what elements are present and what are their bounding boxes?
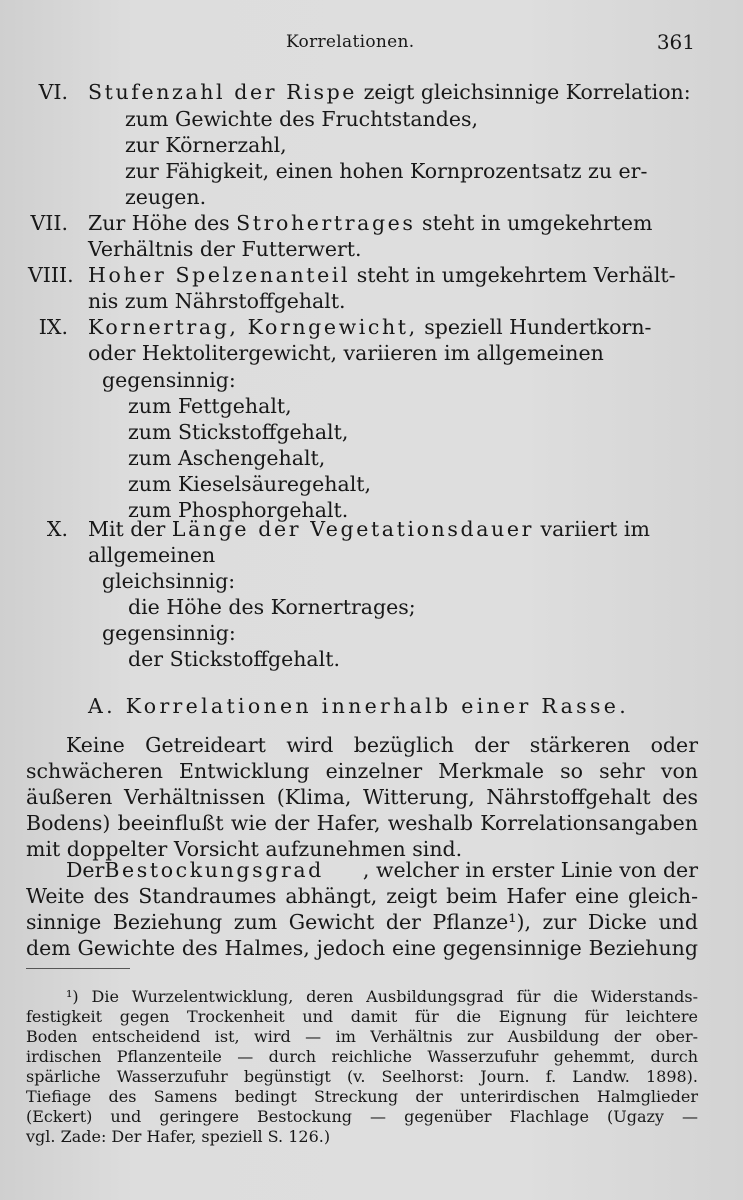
list-line: zum Gewichte des Fruchtstandes, xyxy=(125,107,479,131)
item-heading xyxy=(88,211,652,235)
list-line: die Höhe des Kornertrages; xyxy=(128,595,416,619)
item-number: VIII. xyxy=(28,263,74,287)
heading-text: Mit der xyxy=(88,517,172,541)
list-label: gleichsinnig: xyxy=(102,569,236,593)
page-header xyxy=(0,32,743,56)
item-number: IX. xyxy=(38,315,68,339)
paragraph-text: Der xyxy=(66,858,105,882)
paragraph-line: sinnige Beziehung zum Gewicht der Pflanze¹), zur Dicke und xyxy=(26,910,698,934)
footnote-line: (Eckert) und geringere Bestockung — gegenüber Flachlage (Ugazy — xyxy=(26,1107,698,1126)
item-heading xyxy=(88,315,651,339)
list-line: zum Stickstoffgehalt, xyxy=(128,420,349,444)
list-line: zum Fettgehalt, xyxy=(128,394,292,418)
footnote-line: ¹) Die Wurzelentwicklung, deren Ausbildungsgrad für die Widerstands- xyxy=(66,987,698,1006)
heading-text: variiert im xyxy=(533,517,650,541)
list-line: zur Fähigkeit, einen hohen Kornprozentsatz zu er- xyxy=(125,159,648,183)
item-number: VII. xyxy=(30,211,68,235)
item-heading xyxy=(88,517,650,541)
footnote-line: spärliche Wasserzufuhr begünstigt (v. Seelhorst: Journ. f. Landw. 1898). xyxy=(26,1067,698,1086)
paragraph-line: äußeren Verhältnissen (Klima, Witterung, Nährstoffgehalt des xyxy=(26,785,698,809)
spaced-term: Kornertrag, Korngewicht, xyxy=(88,315,418,339)
spaced-term: Länge der Vegetationsdauer xyxy=(171,517,534,541)
spaced-term: Stufenzahl der Rispe xyxy=(88,80,358,104)
body-line: nis zum Nährstoffgehalt. xyxy=(88,289,346,313)
paragraph-line: Bodens) beeinflußt wie der Hafer, weshalb Korrelationsangaben xyxy=(26,811,698,835)
paragraph-line: Keine Getreideart wird bezüglich der stärkeren oder xyxy=(66,733,698,757)
body-line: oder Hektolitergewicht, variieren im allgemeinen xyxy=(88,341,604,365)
heading-text: speziell Hundertkorn- xyxy=(417,315,652,339)
spaced-term: Strohertrages xyxy=(236,211,416,235)
paragraph-text: , welcher in erster Linie von der xyxy=(362,858,698,882)
item-heading xyxy=(88,263,676,287)
paragraph-line xyxy=(66,858,698,882)
list-line: zum Phosphorgehalt. xyxy=(128,498,349,522)
item-number: X. xyxy=(46,517,68,541)
section-heading: A. Korrelationen innerhalb einer Rasse. xyxy=(88,694,630,718)
footnote-line: festigkeit gegen Trockenheit und damit für die Eignung für leichtere xyxy=(26,1007,698,1026)
spaced-term: Bestockungsgrad xyxy=(104,858,324,882)
list-label: gegensinnig: xyxy=(102,621,236,645)
body-line: Verhältnis der Futterwert. xyxy=(88,237,362,261)
list-line: zum Kieselsäuregehalt, xyxy=(128,472,372,496)
heading-text: Zur Höhe des xyxy=(88,211,237,235)
item-heading xyxy=(88,80,691,104)
paragraph-line: schwächeren Entwicklung einzelner Merkmale so sehr von xyxy=(26,759,698,783)
page-number: 361 xyxy=(656,30,695,54)
footnote-line: vgl. Zade: Der Hafer, speziell S. 126.) xyxy=(26,1127,331,1146)
body-line: allgemeinen xyxy=(88,543,216,567)
footnote-rule xyxy=(26,968,130,969)
footnote-line: Boden entscheidend ist, wird — im Verhältnis zur Ausbildung der ober- xyxy=(26,1027,698,1046)
footnote-line: Tiefiage des Samens bedingt Streckung der unterirdischen Halmglieder xyxy=(26,1087,698,1106)
list-line: zum Aschengehalt, xyxy=(128,446,326,470)
list-line: zeugen. xyxy=(125,185,207,209)
paragraph-line: mit doppelter Vorsicht aufzunehmen sind. xyxy=(26,837,463,861)
paragraph-line: Weite des Standraumes abhängt, zeigt beim Hafer eine gleich- xyxy=(26,884,698,908)
item-number: VI. xyxy=(38,80,68,104)
heading-text: steht in umgekehrtem xyxy=(415,211,653,235)
running-title: Korrelationen. xyxy=(286,32,415,52)
paragraph-line: dem Gewichte des Halmes, jedoch eine gegensinnige Beziehung xyxy=(26,936,698,960)
heading-text: steht in umgekehrtem Verhält- xyxy=(350,263,676,287)
list-label: gegensinnig: xyxy=(102,368,236,392)
spaced-term: Hoher Spelzenanteil xyxy=(88,263,351,287)
list-line: zur Körnerzahl, xyxy=(125,133,287,157)
list-line: der Stickstoffgehalt. xyxy=(128,647,340,671)
footnote-line: irdischen Pflanzenteile — durch reichliche Wasserzufuhr gehemmt, durch xyxy=(26,1047,698,1066)
heading-text: zeigt gleichsinnige Korrelation: xyxy=(357,80,691,104)
